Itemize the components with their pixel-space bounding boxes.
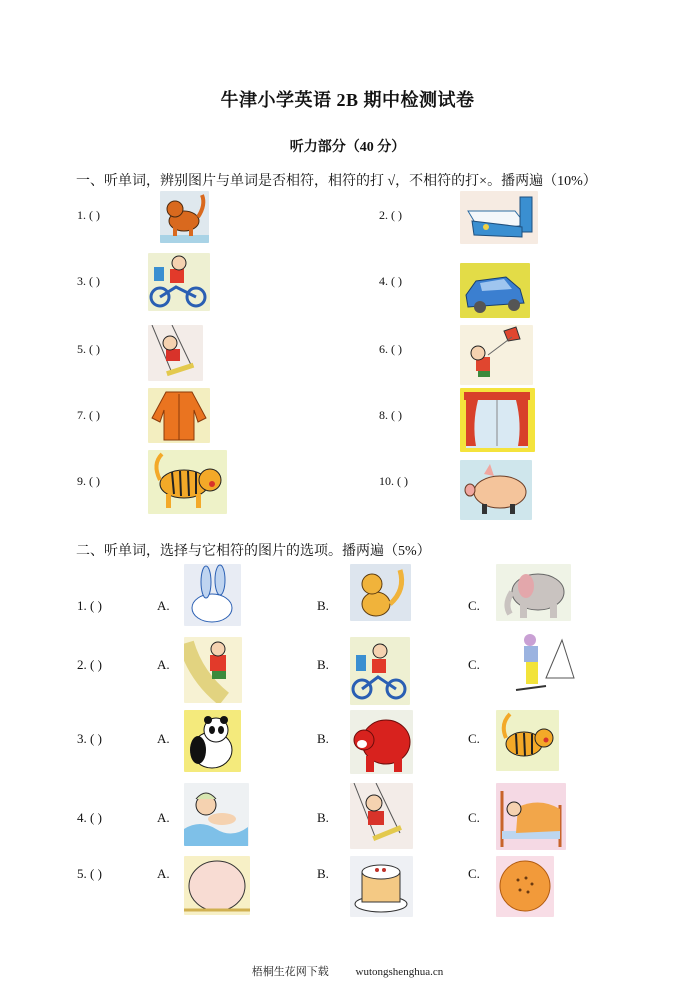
option-b-label: B. [317, 657, 329, 672]
bear-picture [350, 710, 413, 774]
question-label: 2. ( ) [379, 208, 402, 222]
option-a-label: A. [157, 866, 170, 881]
question-label: 4. ( ) [379, 274, 402, 288]
option-c-label: C. [468, 657, 480, 672]
option-a-label: A. [157, 810, 170, 825]
panda-picture [184, 710, 241, 772]
egg-picture [184, 856, 250, 915]
biscuit-picture [496, 856, 554, 917]
tiger-picture [496, 710, 559, 771]
option-c-label: C. [468, 810, 480, 825]
skier-picture [496, 628, 578, 698]
option-c-label: C. [468, 598, 480, 613]
question-label: 5. ( ) [77, 866, 102, 881]
option-b-label: B. [317, 866, 329, 881]
boy-riding-bike-picture [350, 637, 410, 705]
dog-picture [160, 191, 209, 243]
question-label: 9. ( ) [77, 474, 100, 488]
question-label: 1. ( ) [77, 598, 102, 613]
question-label: 3. ( ) [77, 274, 100, 288]
pig-picture [460, 460, 532, 520]
question-label: 7. ( ) [77, 408, 100, 422]
footer-site-name: 梧桐生花网下载 [251, 966, 329, 978]
tiger-picture [148, 450, 227, 514]
boy-swimming-picture [184, 783, 249, 846]
question-label: 8. ( ) [379, 408, 402, 422]
boy-riding-bike-picture [148, 253, 210, 311]
question-label: 3. ( ) [77, 731, 102, 746]
option-b-label: B. [317, 810, 329, 825]
rabbit-picture [184, 564, 241, 626]
footer-site-url: wutongshenghua.cn [355, 966, 444, 978]
bed-picture [460, 191, 538, 244]
option-a-label: A. [157, 731, 170, 746]
boy-climbing-net-picture [184, 637, 242, 703]
question-label: 10. ( ) [379, 474, 408, 488]
cake-picture [350, 856, 413, 917]
question-label: 2. ( ) [77, 657, 102, 672]
question-label: 6. ( ) [379, 342, 402, 356]
page-title: 牛津小学英语 2B 期中检测试卷 [220, 90, 475, 110]
elephant-picture [496, 564, 571, 621]
coat-picture [148, 388, 210, 443]
option-b-label: B. [317, 731, 329, 746]
section1-instruction: 一、听单词，辨别图片与单词是否相符，相符的打 √，不相符的打×。播两遍（10%） [76, 174, 597, 189]
section2-instruction: 二、听单词，选择与它相符的图片的选项。播两遍（5%） [76, 544, 431, 559]
option-c-label: C. [468, 866, 480, 881]
question-label: 1. ( ) [77, 208, 100, 222]
boy-flying-kite-picture [460, 325, 533, 385]
cat-picture [350, 564, 411, 621]
child-sleeping-in-bed-picture [496, 783, 566, 850]
question-label: 5. ( ) [77, 342, 100, 356]
window-with-curtains-picture [460, 388, 535, 452]
option-a-label: A. [157, 598, 170, 613]
car-picture [460, 263, 530, 318]
question-label: 4. ( ) [77, 810, 102, 825]
option-c-label: C. [468, 731, 480, 746]
section-subtitle: 听力部分（40 分） [289, 140, 406, 155]
boy-on-swing-picture [350, 783, 413, 849]
option-a-label: A. [157, 657, 170, 672]
option-b-label: B. [317, 598, 329, 613]
boy-on-swing-picture [148, 325, 203, 381]
page-footer [0, 963, 695, 979]
